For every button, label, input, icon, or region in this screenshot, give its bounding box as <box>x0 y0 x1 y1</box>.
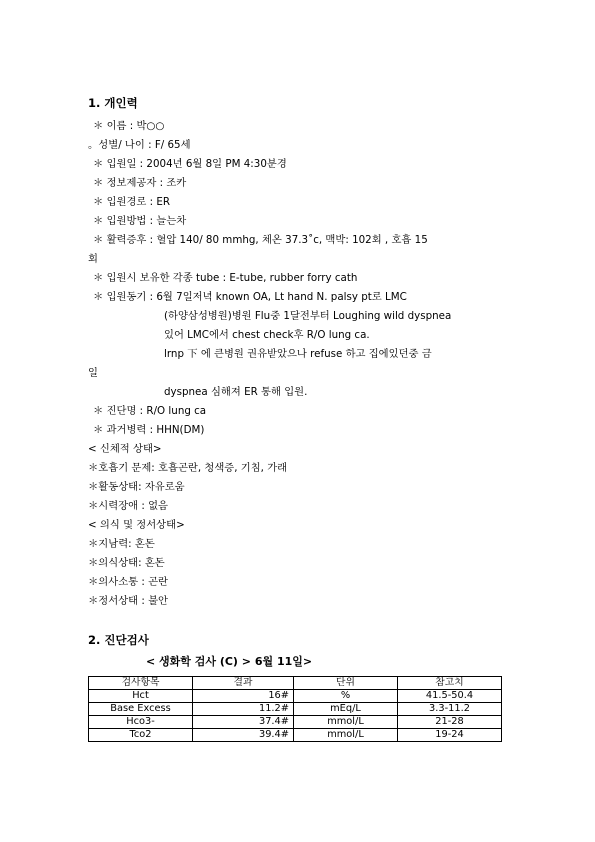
table-row <box>89 703 502 716</box>
field-respiratory: ＊호흡기 문제: 호흡곤란, 청색증, 기침, 가래 <box>88 462 288 474</box>
table-row <box>89 716 502 729</box>
lab-results-table <box>88 676 502 742</box>
subsection-consciousness: < 의식 및 정서상태> <box>88 519 185 531</box>
table-cell: 39.4# <box>193 729 294 742</box>
field-admission-motive: ＊ 입원동기 : 6월 7일저녁 known OA, Lt hand N. palsy pt로 LMC <box>93 291 407 303</box>
field-vital-signs: ＊ 활력증후 : 혈압 140/ 80 mmhg, 체온 37.3˚c, 맥박: 102회 , 호흡 15 <box>93 234 428 246</box>
table-cell: Tco2 <box>89 729 193 742</box>
table-row <box>89 729 502 742</box>
field-admission-date: ＊ 입원일 : 2004년 6월 8일 PM 4:30분경 <box>93 158 287 170</box>
field-emotional: ＊정서상태 : 불안 <box>88 595 168 607</box>
field-activity: ＊활동상태: 자유로움 <box>88 481 185 493</box>
table-cell: 3.3-11.2 <box>398 703 502 716</box>
field-admission-motive-line5: 일 <box>88 367 98 379</box>
field-orientation: ＊지남력: 혼돈 <box>88 538 155 550</box>
table-cell: mmol/L <box>294 729 398 742</box>
field-past-history: ＊ 과거병력 : HHN(DM) <box>93 424 205 436</box>
field-admission-motive-line3: 있어 LMC에서 chest check후 R/O lung ca. <box>164 329 370 341</box>
field-tubes: ＊ 입원시 보유한 각종 tube : E-tube, rubber forry cath <box>93 272 358 284</box>
table-cell: mmol/L <box>294 716 398 729</box>
field-admission-motive-line6: dyspnea 심해져 ER 통해 입원. <box>164 386 308 398</box>
field-admission-method: ＊ 입원방법 : 늘는차 <box>93 215 187 227</box>
table-cell: Base Excess <box>89 703 193 716</box>
table-cell: % <box>294 690 398 703</box>
table-header-row <box>89 677 502 690</box>
column-header: 검사항목 <box>89 677 193 690</box>
table-row <box>89 690 502 703</box>
column-header: 결과 <box>193 677 294 690</box>
field-informant: ＊ 정보제공자 : 조카 <box>93 177 187 189</box>
table-cell: Hct <box>89 690 193 703</box>
table-cell: 16# <box>193 690 294 703</box>
field-vision: ＊시력장애 : 없음 <box>88 500 168 512</box>
field-diagnosis: ＊ 진단명 : R/O lung ca <box>93 405 207 417</box>
table-caption: < 생화학 검사 (C) > 6월 11일> <box>146 655 313 668</box>
table-cell: 21-28 <box>398 716 502 729</box>
table-cell: 19-24 <box>398 729 502 742</box>
table-cell: Hco3- <box>89 716 193 729</box>
field-name: ＊ 이름 : 박○○ <box>93 120 165 132</box>
field-sex-age: 。성별/ 나이 : F/ 65세 <box>88 139 191 151</box>
field-communication: ＊의사소통 : 곤란 <box>88 576 168 588</box>
table-cell: 41.5-50.4 <box>398 690 502 703</box>
field-admission-motive-line4: lrnp 下 에 큰병원 권유받았으나 refuse 하고 집에있던중 금 <box>164 348 432 360</box>
section-heading-diagnostic-tests: 2. 진단검사 <box>88 633 149 647</box>
column-header: 참고치 <box>398 677 502 690</box>
table-cell: mEq/L <box>294 703 398 716</box>
table-cell: 11.2# <box>193 703 294 716</box>
column-header: 단위 <box>294 677 398 690</box>
field-admission-motive-line2: (하양삼성병원)병원 Flu중 1달전부터 Loughing wild dyspnea <box>164 310 452 322</box>
table-cell: 37.4# <box>193 716 294 729</box>
field-vital-signs-cont: 회 <box>88 253 98 265</box>
field-admission-route: ＊ 입원경로 : ER <box>93 196 171 208</box>
subsection-physical-status: < 신체적 상태> <box>88 443 162 455</box>
section-heading-personal-history: 1. 개인력 <box>88 96 138 110</box>
field-consciousness: ＊의식상태: 혼돈 <box>88 557 165 569</box>
